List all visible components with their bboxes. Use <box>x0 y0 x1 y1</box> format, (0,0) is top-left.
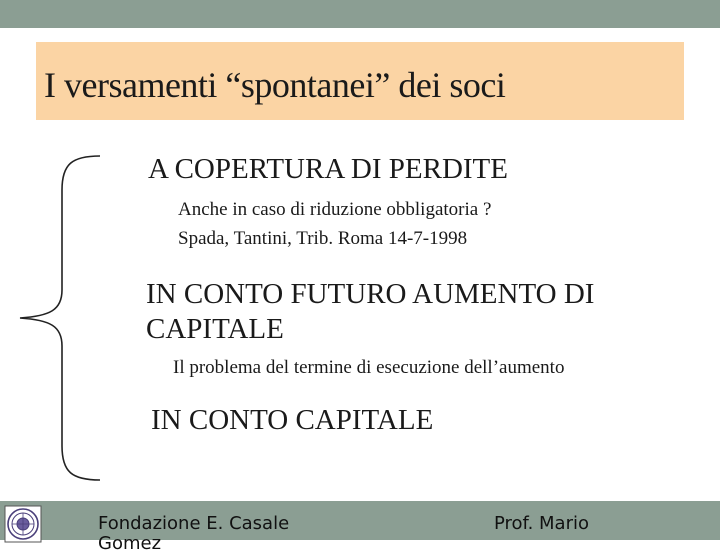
slide-title: I versamenti “spontanei” dei soci <box>44 65 506 105</box>
item-heading-futuro-aumento: IN CONTO FUTURO AUMENTO DI <box>146 278 595 310</box>
top-band <box>0 0 720 28</box>
item-note: Anche in caso di riduzione obbligatoria ? <box>178 199 492 220</box>
footer-bar <box>0 501 720 554</box>
item-heading-copertura: A COPERTURA DI PERDITE <box>148 153 508 185</box>
footer-foundation-name: Fondazione E. Casale <box>98 513 290 534</box>
item-heading-futuro-aumento-cont: CAPITALE <box>146 313 284 345</box>
title-box <box>36 42 684 120</box>
footer-author: Prof. Mario <box>494 513 590 534</box>
item-note: Spada, Tantini, Trib. Roma 14-7-1998 <box>178 228 468 249</box>
foundation-seal-icon <box>4 505 42 543</box>
item-heading-conto-capitale: IN CONTO CAPITALE <box>151 404 434 436</box>
curly-brace-icon <box>14 150 114 490</box>
footer-foundation-name-cont: Gomez <box>98 533 162 554</box>
item-note: Il problema del termine di esecuzione dell’aumento <box>173 357 565 378</box>
